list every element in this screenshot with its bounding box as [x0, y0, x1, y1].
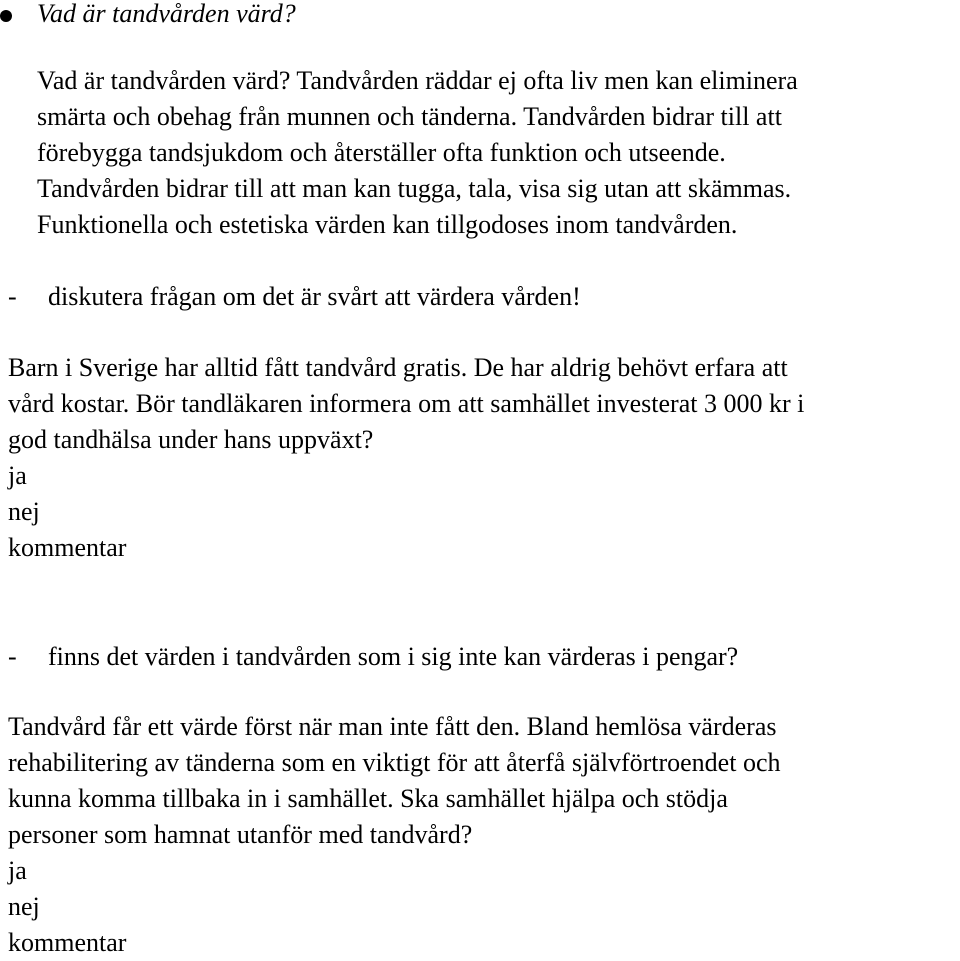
discussion-text: finns det värden i tandvården som i sig inte kan värderas i pengar? — [48, 642, 739, 671]
heading-text: Vad är tandvården värd? — [37, 0, 296, 28]
answer-option-ja: ja — [8, 856, 27, 885]
answer-option-nej: nej — [8, 497, 40, 526]
discussion-text: diskutera frågan om det är svårt att värdera vården! — [48, 282, 581, 311]
intro-paragraph — [37, 63, 952, 243]
dash-marker: - — [8, 642, 17, 671]
question-2-paragraph — [8, 709, 953, 961]
question-line: vård kostar. Bör tandläkaren informera om att samhället investerat 3 000 kr i — [8, 389, 805, 418]
question-line: personer som hamnat utanför med tandvård? — [8, 820, 473, 849]
intro-line: Vad är tandvården värd? Tandvården räddar ej ofta liv men kan eliminera — [37, 66, 798, 95]
intro-line: Funktionella och estetiska värden kan tillgodoses inom tandvården. — [37, 210, 738, 239]
question-line: Barn i Sverige har alltid fått tandvård gratis. De har aldrig behövt erfara att — [8, 353, 788, 382]
intro-line: Tandvården bidrar till att man kan tugga, tala, visa sig utan att skämmas. — [37, 174, 792, 203]
question-1-paragraph — [8, 350, 953, 566]
bullet-icon — [0, 10, 12, 22]
dash-marker: - — [8, 282, 17, 311]
answer-option-nej: nej — [8, 892, 40, 921]
intro-line: förebygga tandsjukdom och återställer ofta funktion och utseende. — [37, 138, 726, 167]
question-line: god tandhälsa under hans uppväxt? — [8, 425, 374, 454]
question-line: rehabilitering av tänderna som en viktigt för att återfå självförtroendet och — [8, 748, 781, 777]
question-line: kunna komma tillbaka in i samhället. Ska samhället hjälpa och stödja — [8, 784, 728, 813]
answer-option-kommentar: kommentar — [8, 533, 127, 562]
question-line: Tandvård får ett värde först när man inte fått den. Bland hemlösa värderas — [8, 712, 777, 741]
intro-line: smärta och obehag från munnen och tänderna. Tandvården bidrar till att — [37, 102, 782, 131]
answer-option-ja: ja — [8, 461, 27, 490]
answer-option-kommentar: kommentar — [8, 928, 127, 957]
